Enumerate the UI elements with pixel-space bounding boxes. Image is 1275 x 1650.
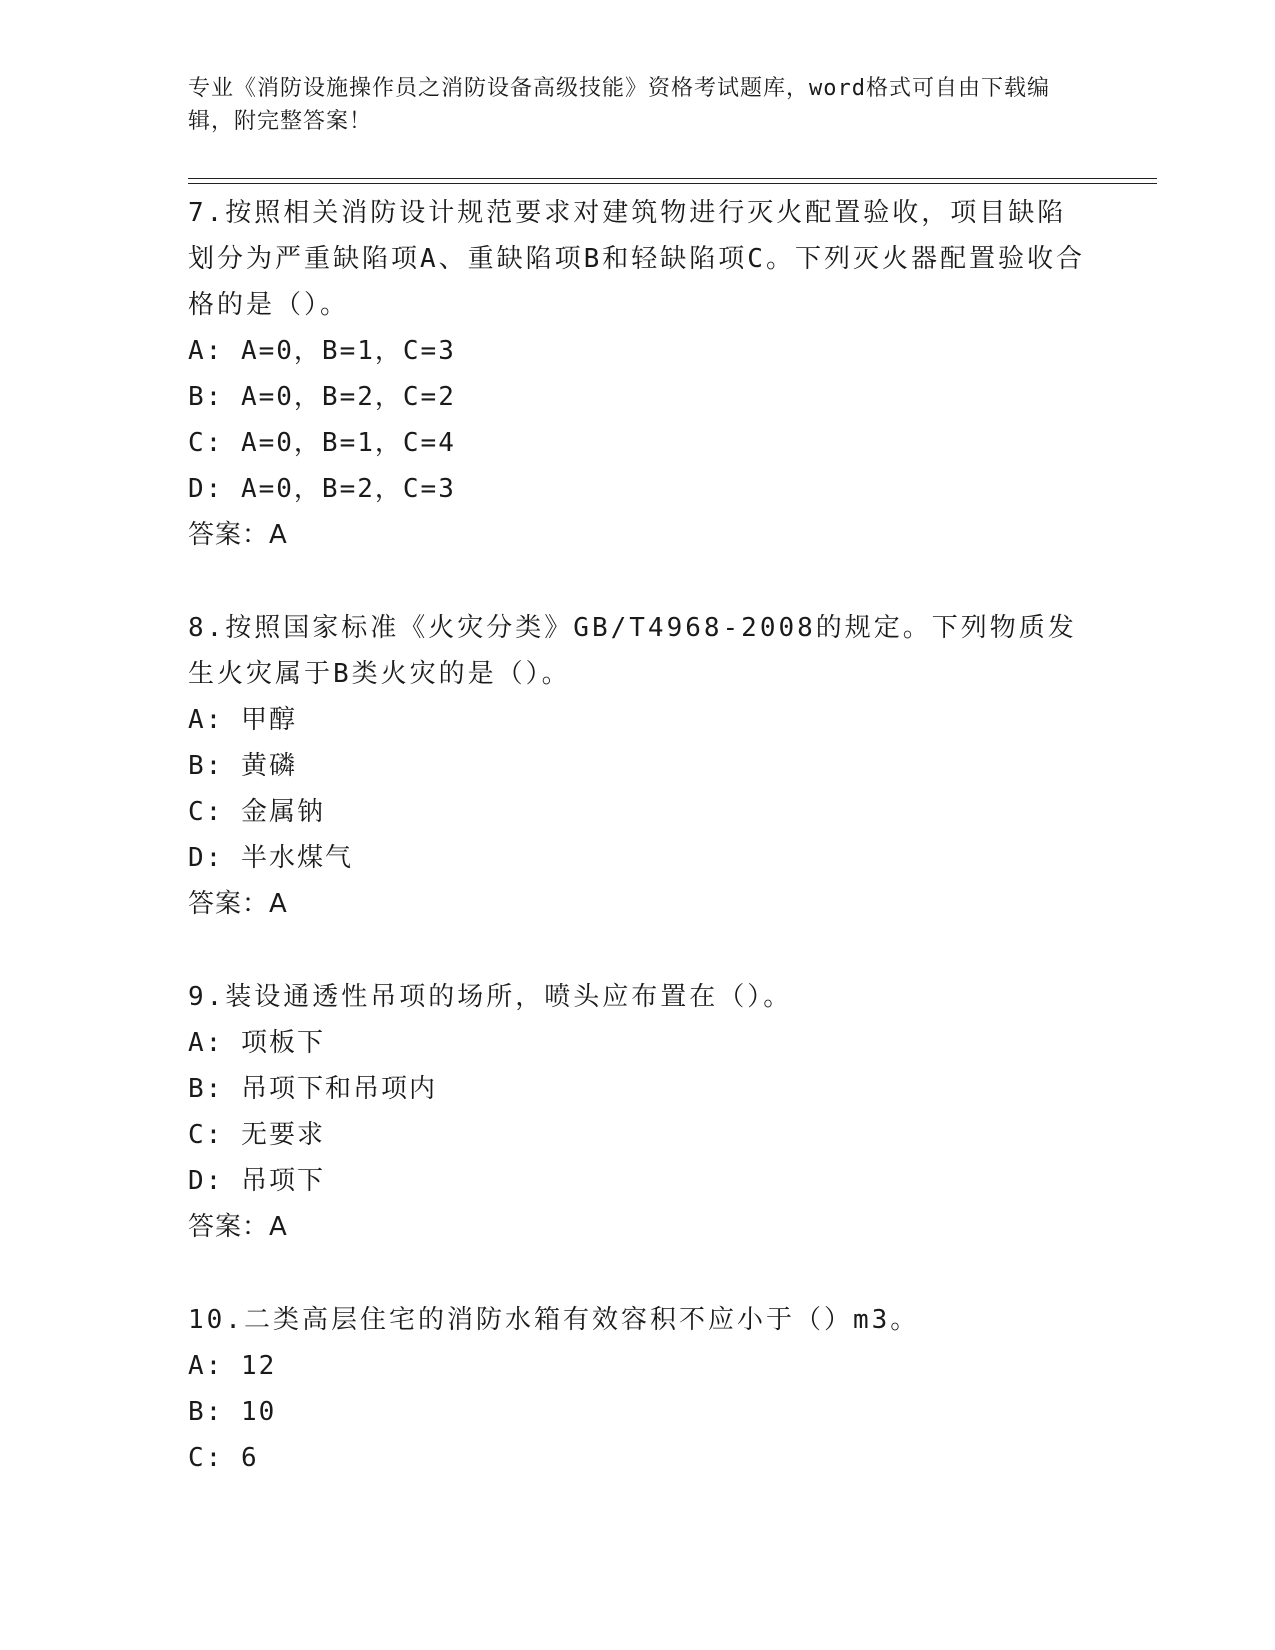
option-text: 黄磷 [240, 751, 297, 781]
option-c [188, 1112, 1088, 1158]
option-label: C: [188, 428, 224, 458]
option-label: A: [188, 1351, 224, 1381]
question-spacer [188, 558, 1088, 603]
option-text: A=0，B=2，C=2 [240, 382, 456, 412]
option-b [188, 1066, 1088, 1112]
question-stem: 9.装设通透性吊项的场所，喷头应布置在（）。 [188, 982, 793, 1012]
option-text: 无要求 [240, 1120, 325, 1150]
option-b [188, 743, 1088, 789]
option-label: A: [188, 1028, 224, 1058]
option-c [188, 789, 1088, 835]
option-c [188, 420, 1088, 466]
document-intro: 专业《消防设施操作员之消防设备高级技能》资格考试题库，word格式可自由下载编辑，附完整答案！ [188, 76, 1050, 134]
question-stem: 7.按照相关消防设计规范要求对建筑物进行灭火配置验收，项目缺陷划分为严重缺陷项A、重缺陷项B和轻缺陷项C。下列灭火器配置验收合格的是（）。 [188, 198, 1085, 320]
option-label: D: [188, 1166, 224, 1196]
option-text: A=0，B=1，C=4 [240, 428, 456, 458]
option-d [188, 1158, 1088, 1204]
option-a [188, 697, 1088, 743]
option-d [188, 466, 1088, 512]
question-8 [188, 603, 1088, 927]
option-a [188, 328, 1088, 374]
question-spacer [188, 1250, 1088, 1295]
option-text: 项板下 [240, 1028, 325, 1058]
option-text: 金属钠 [240, 797, 325, 827]
question-stem: 8.按照国家标准《火灾分类》GB/T4968-2008的规定。下列物质发生火灾属于B类火灾的是（）。 [188, 613, 1077, 689]
option-b [188, 374, 1088, 420]
option-label: A: [188, 705, 224, 735]
option-text: 半水煤气 [240, 843, 353, 873]
option-label: C: [188, 1120, 224, 1150]
option-text: 吊项下和吊项内 [240, 1074, 437, 1104]
option-text: 甲醇 [240, 705, 297, 735]
option-label: D: [188, 474, 224, 504]
option-a [188, 1020, 1088, 1066]
option-text: 10 [240, 1397, 277, 1427]
option-label: C: [188, 797, 224, 827]
question-9 [188, 972, 1088, 1250]
option-a [188, 1343, 1088, 1389]
option-text: 12 [240, 1351, 277, 1381]
option-label: B: [188, 1397, 224, 1427]
question-7 [188, 188, 1088, 558]
option-b [188, 1389, 1088, 1435]
header-divider-bottom [188, 183, 1157, 184]
option-label: B: [188, 1074, 224, 1104]
option-c [188, 1435, 1088, 1481]
header-divider-top [188, 178, 1157, 179]
option-text: 6 [240, 1443, 259, 1473]
option-label: B: [188, 382, 224, 412]
option-d [188, 835, 1088, 881]
answer-line: 答案：A [188, 1212, 288, 1242]
option-text: A=0，B=1，C=3 [240, 336, 456, 366]
option-label: A: [188, 336, 224, 366]
question-list [188, 188, 1088, 1481]
option-label: C: [188, 1443, 224, 1473]
option-label: D: [188, 843, 224, 873]
question-10 [188, 1295, 1088, 1481]
answer-line: 答案：A [188, 889, 288, 919]
option-label: B: [188, 751, 224, 781]
question-spacer [188, 927, 1088, 972]
question-stem: 10.二类高层住宅的消防水箱有效容积不应小于（）m3。 [188, 1305, 920, 1335]
option-text: A=0，B=2，C=3 [240, 474, 456, 504]
answer-line: 答案：A [188, 520, 288, 550]
option-text: 吊项下 [240, 1166, 325, 1196]
